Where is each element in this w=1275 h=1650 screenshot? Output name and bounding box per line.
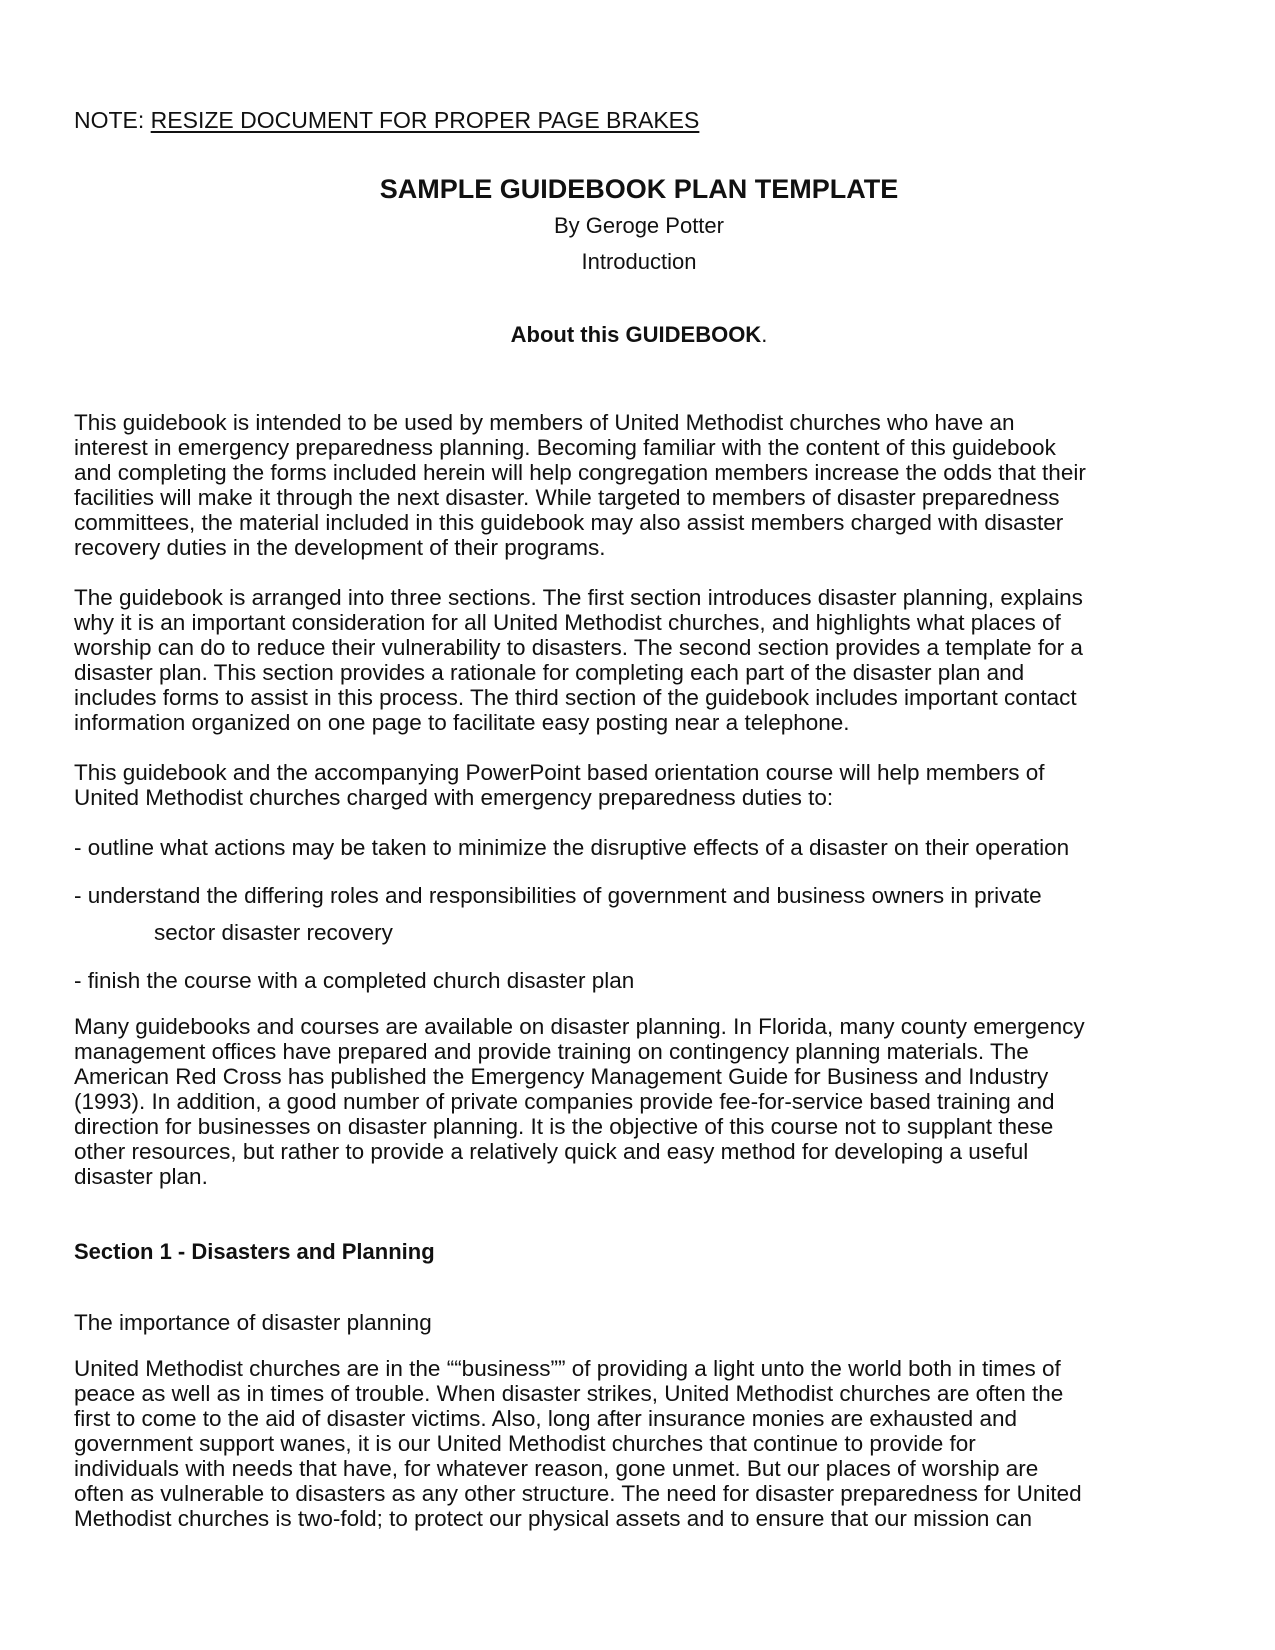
text-line: interest in emergency preparedness planning. Becoming familiar with the content of this guidebook: [74, 435, 1056, 460]
note-label: NOTE:: [74, 107, 151, 133]
bullet-text: - finish the course with a completed church disaster plan: [74, 968, 635, 993]
importance-subheading: The importance of disaster planning: [74, 1310, 432, 1335]
text-line: United Methodist churches charged with emergency preparedness duties to:: [74, 785, 834, 810]
paragraph-importance: [74, 1356, 1204, 1531]
about-heading: [74, 321, 1204, 349]
bullet-understand-roles-continued: [154, 920, 1275, 945]
text-line: direction for businesses on disaster planning. It is the objective of this course not to supplant these: [74, 1114, 1054, 1139]
text-line: Many guidebooks and courses are available on disaster planning. In Florida, many county emergency: [74, 1014, 1085, 1039]
text-line: individuals with needs that have, for whatever reason, gone unmet. But our places of worship are: [74, 1456, 1039, 1481]
section-1-heading: Section 1 - Disasters and Planning: [74, 1239, 435, 1264]
paragraph-other-resources: [74, 1014, 1204, 1189]
text-line: why it is an important consideration for all United Methodist churches, and highlights what places of: [74, 610, 1061, 635]
introduction-heading: Introduction: [581, 249, 697, 274]
bullet-outline-actions: [74, 835, 1204, 860]
about-heading-period: .: [761, 322, 768, 347]
paragraph-course-goals: [74, 760, 1204, 810]
paragraph-purpose: [74, 410, 1204, 560]
bullet-text: - understand the differing roles and responsibilities of government and business owners in private: [74, 883, 1042, 908]
note-underlined-text: RESIZE DOCUMENT FOR PROPER PAGE BRAKES: [150, 107, 700, 133]
text-line: first to come to the aid of disaster victims. Also, long after insurance monies are exhausted and: [74, 1406, 1017, 1431]
text-line: and completing the forms included herein will help congregation members increase the odds that their: [74, 460, 1086, 485]
about-heading-text: About this GUIDEBOOK: [510, 322, 762, 347]
text-line: This guidebook and the accompanying PowerPoint based orientation course will help members of: [74, 760, 1045, 785]
resize-note: [74, 106, 699, 134]
text-line: worship can do to reduce their vulnerability to disasters. The second section provides a template for a: [74, 635, 1083, 660]
bullet-finish-course: [74, 968, 1204, 993]
author-byline: By Geroge Potter: [554, 213, 724, 238]
text-line: (1993). In addition, a good number of private companies provide fee-for-service based training and: [74, 1089, 1055, 1114]
bullet-text: - outline what actions may be taken to minimize the disruptive effects of a disaster on their operation: [74, 835, 1070, 860]
text-line: government support wanes, it is our United Methodist churches that continue to provide for: [74, 1431, 976, 1456]
text-line: includes forms to assist in this process. The third section of the guidebook includes important contact: [74, 685, 1077, 710]
text-line: management offices have prepared and provide training on contingency planning materials. The: [74, 1039, 1029, 1064]
text-line: disaster plan. This section provides a rationale for completing each part of the disaster plan and: [74, 660, 1025, 685]
text-line: committees, the material included in this guidebook may also assist members charged with disaster: [74, 510, 1064, 535]
paragraph-sections-overview: [74, 585, 1204, 735]
text-line: often as vulnerable to disasters as any other structure. The need for disaster preparedness for United: [74, 1481, 1082, 1506]
bullet-text: sector disaster recovery: [154, 920, 393, 945]
bullet-understand-roles: [74, 883, 1204, 908]
text-line: United Methodist churches are in the ““business”” of providing a light unto the world both in times of: [74, 1356, 1061, 1381]
document-page: [74, 0, 1204, 1650]
text-line: Methodist churches is two-fold; to protect our physical assets and to ensure that our mission can: [74, 1506, 1032, 1531]
text-line: information organized on one page to facilitate easy posting near a telephone.: [74, 710, 850, 735]
text-line: This guidebook is intended to be used by members of United Methodist churches who have an: [74, 410, 1015, 435]
text-line: The guidebook is arranged into three sections. The first section introduces disaster planning, explains: [74, 585, 1083, 610]
text-line: disaster plan.: [74, 1164, 208, 1189]
text-line: other resources, but rather to provide a relatively quick and easy method for developing a useful: [74, 1139, 1029, 1164]
text-line: peace as well as in times of trouble. When disaster strikes, United Methodist churches are often the: [74, 1381, 1064, 1406]
document-title: SAMPLE GUIDEBOOK PLAN TEMPLATE: [379, 174, 899, 204]
text-line: recovery duties in the development of their programs.: [74, 535, 606, 560]
text-line: American Red Cross has published the Emergency Management Guide for Business and Industry: [74, 1064, 1049, 1089]
text-line: facilities will make it through the next disaster. While targeted to members of disaster preparedness: [74, 485, 1060, 510]
